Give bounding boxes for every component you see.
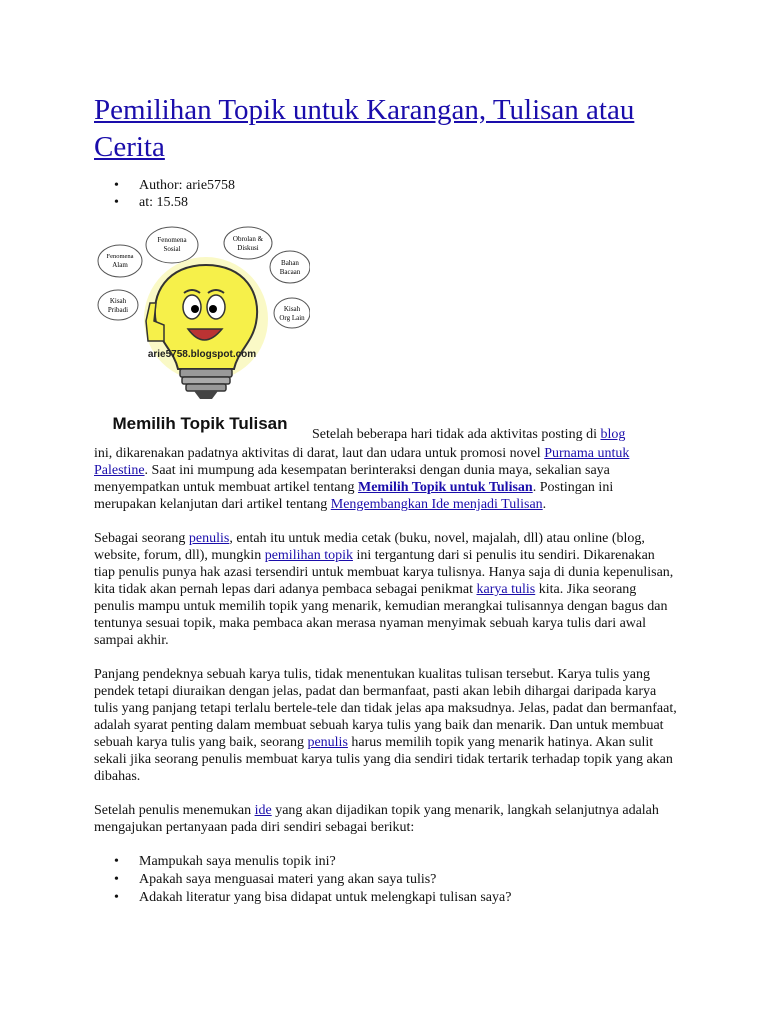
article	[94, 92, 678, 907]
p3-text-1: Panjang pendeknya sebuah karya tulis, tidak menentukan kualitas tulisan tersebut. Karya tulis yang pendek tetapi diuraikan dengan jelas, padat dan bermanfaat, pasti akan lebih dihargai daripada karya tulis yang panjang tetapi terlalu bertele-tele dan tidak jelas apa maksudnya. Jelas, padat dan bermanfaat, adalah syarat penting dalam membuat sebuah karya tulis yang baik dan menarik. Dan untuk membuat sebuah karya tulis yang baik, seorang	[94, 667, 677, 750]
bubble-bahan-label-2: Bacaan	[279, 268, 301, 276]
figure-block	[94, 223, 678, 441]
bubble-obrolan-label-1: Obrolan &	[232, 235, 264, 243]
bubble-kisah-pribadi-label-2: Pribadi	[107, 306, 129, 314]
article-title	[94, 92, 678, 166]
p3-text-2: harus memilih topik yang menarik hatinya. Akan sulit sekali jika seorang penulis membuat karya tulis yang dia sendiri tidak tertarik terhadap topik yang akan dibahas.	[94, 735, 673, 784]
bubble-obrolan-label-2: Diskusi	[237, 244, 259, 252]
light-bulb-icon	[144, 257, 268, 399]
bubble-bahan-label-1: Bahan	[281, 259, 299, 267]
article-title-link[interactable]: Pemilihan Topik untuk Karangan, Tulisan atau Cerita	[94, 94, 635, 163]
meta-time: • at: 15.58	[94, 194, 678, 211]
p4-text-2: yang akan dijadikan topik yang menarik, langkah selanjutnya adalah mengajukan pertanyaan pada diri sendiri sebagai berikut:	[94, 803, 659, 835]
list-item: • Apakah saya menguasai materi yang akan saya tulis?	[94, 871, 678, 888]
paragraph-1	[94, 445, 678, 513]
p1-text-1: Setelah beberapa hari tidak ada aktivitas posting di	[312, 427, 601, 442]
link-memilih-topik[interactable]: Memilih Topik untuk Tulisan	[357, 480, 533, 495]
bubble-fenomena-alam	[98, 245, 142, 277]
bubble-kisah-pribadi	[98, 290, 138, 320]
link-blog[interactable]: blog	[600, 427, 626, 442]
question-list	[94, 853, 678, 906]
p1-text-5: .	[542, 497, 547, 512]
p4-text-1: Setelah penulis menemukan	[94, 803, 255, 818]
bubble-kisah-lain-label-1: Kisah	[283, 305, 301, 313]
link-karya-tulis[interactable]: karya tulis	[476, 582, 536, 597]
link-penulis-2[interactable]: penulis	[307, 735, 348, 750]
bubble-fenomena-alam-label-2: Alam	[112, 261, 128, 269]
bubble-fenomena-sosial-label-2: Sosial	[163, 245, 181, 253]
p1-text-2: ini, dikarenakan padatnya aktivitas di darat, laut dan udara untuk promosi novel	[94, 446, 545, 461]
p2-text-1: Sebagai seorang	[94, 531, 189, 546]
link-purnama-untuk-palestine[interactable]: Purnama untuk Palestine	[94, 446, 630, 478]
link-pemilihan-topik[interactable]: pemilihan topik	[264, 548, 353, 563]
bubble-bahan-bacaan	[270, 251, 310, 283]
article-meta	[94, 177, 678, 211]
link-penulis[interactable]: penulis	[188, 531, 230, 546]
p2-text-4: kita. Jika seorang penulis mampu untuk memilih topik yang menarik, kemudian merangkai tulisannya dengan bagus dan tentunya sesuai topik, maka pembaca akan merasa nyaman menyimak sebuah karya tulis dari awal sampai akhir.	[94, 582, 668, 648]
link-ide[interactable]: ide	[254, 803, 272, 818]
p1-text-4: . Postingan ini merupakan kelanjutan dari artikel tentang	[94, 480, 614, 512]
list-item: • Mampukah saya menulis topik ini?	[94, 853, 678, 870]
list-item: • Adakah literatur yang bisa didapat untuk melengkapi tulisan saya?	[94, 889, 678, 906]
meta-author: • Author: arie5758	[94, 177, 678, 194]
bubble-fenomena-sosial-label-1: Fenomena	[157, 236, 187, 244]
bubble-kisah-lain-label-2: Org Lain	[279, 314, 305, 322]
bubble-fenomena-sosial	[146, 227, 198, 263]
p1-text-3: . Saat ini mumpung ada kesempatan berinteraksi dengan dunia maya, sekalian saya menyempatkan untuk membuat artikel tentang	[94, 463, 610, 495]
bubble-kisah-pribadi-label-1: Kisah	[109, 297, 127, 305]
watermark-text: arie5758.blogspot.com	[147, 349, 257, 360]
p2-text-2: , entah itu untuk media cetak (buku, novel, majalah, dll) atau online (blog, website, forum, dll), mungkin	[94, 531, 645, 563]
p2-text-3: ini tergantung dari si penulis itu sendiri. Dikarenakan tiap penulis punya hak azasi tersendiri untuk membuat karya tulisnya. Hanya saja di dunia kepenulisan, kita tidak akan pernah lepas dari adanya pembaca sebagai penikmat	[94, 548, 674, 597]
bubble-fenomena-alam-label-1: Fenomena	[106, 253, 134, 260]
bubble-obrolan-diskusi	[224, 227, 272, 259]
paragraph-4	[94, 802, 678, 836]
paragraph-2	[94, 530, 678, 649]
paragraph-3	[94, 666, 678, 785]
topic-bulb-illustration	[94, 223, 310, 435]
figure-caption: Memilih Topik Tulisan	[112, 414, 288, 433]
bubble-kisah-org-lain	[274, 298, 310, 328]
link-mengembangkan-ide[interactable]: Mengembangkan Ide menjadi Tulisan	[330, 497, 543, 512]
first-line-text	[312, 426, 625, 443]
